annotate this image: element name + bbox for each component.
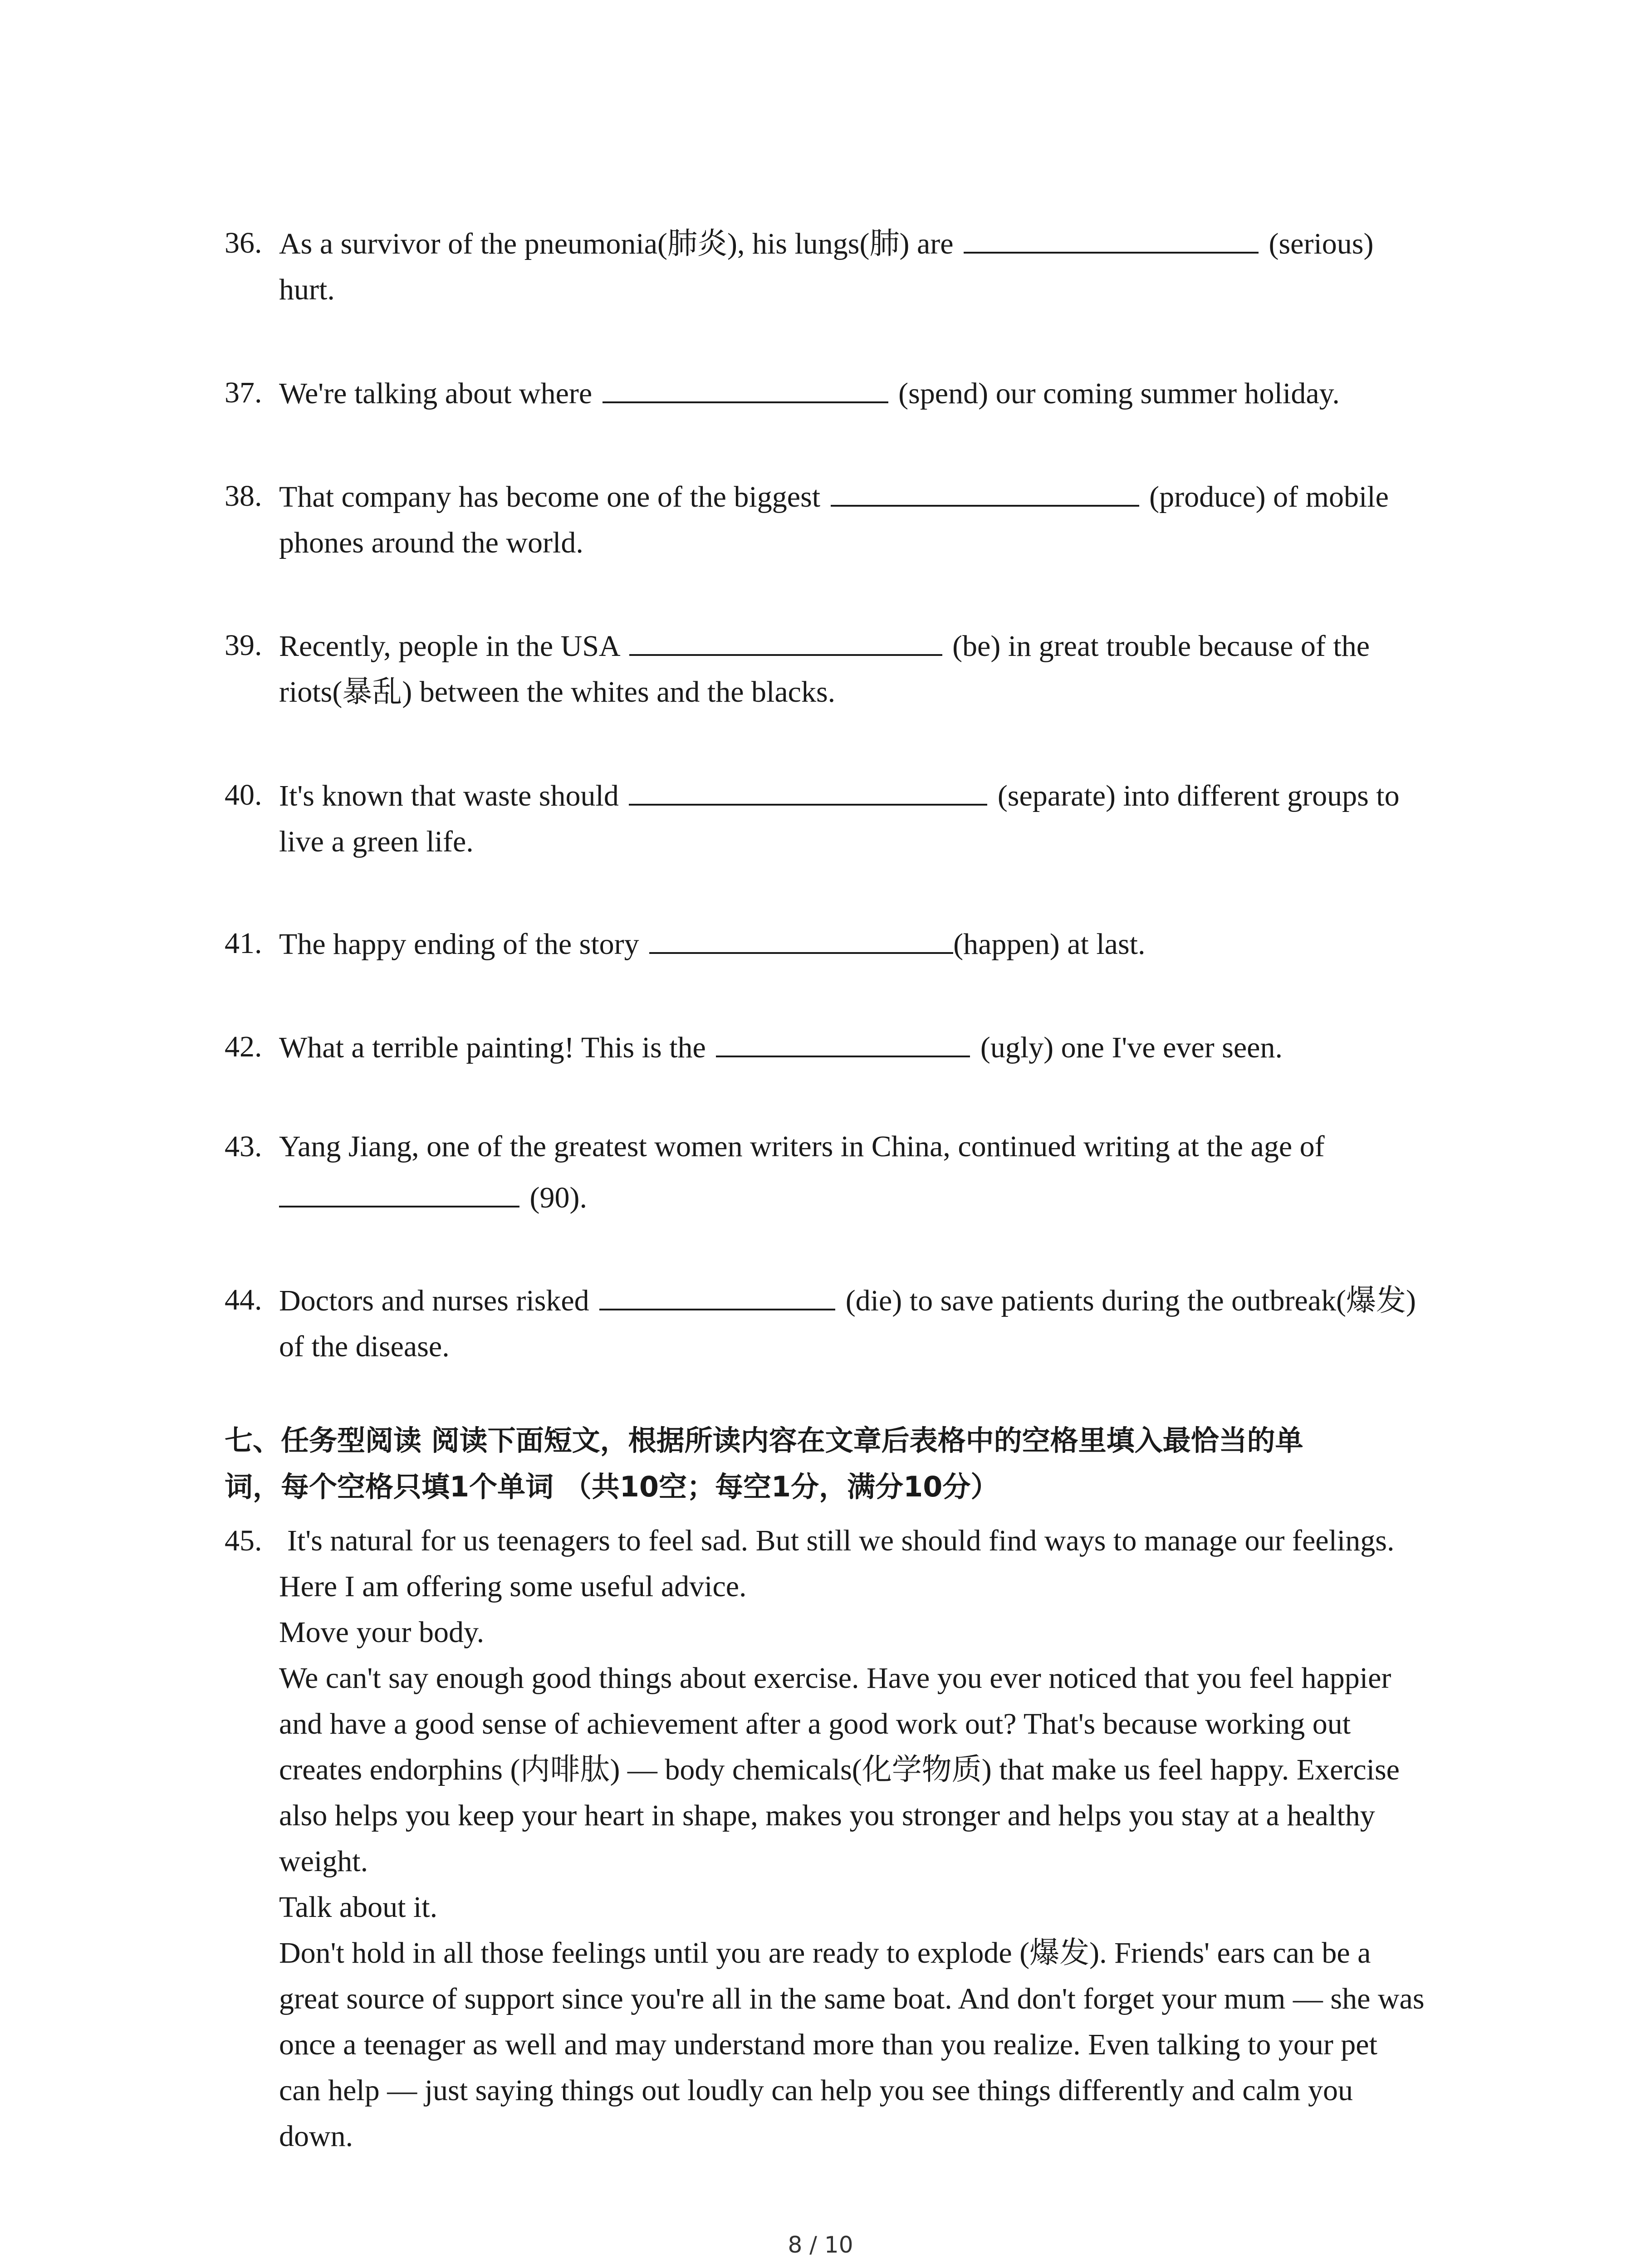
question-number: 37. [225,376,262,409]
question-text: Yang Jiang, one of the greatest women writers in China, continued writing at the age of [279,1130,1325,1163]
question-hint: (separate) into different groups to [997,779,1400,812]
question-number: 39. [225,629,262,662]
passage-subheading: Talk about it. [279,1891,438,1924]
question-text: Recently, people in the USA [279,630,619,663]
answer-blank[interactable] [603,370,888,403]
question-text: We're talking about where [279,377,593,410]
answer-blank[interactable] [831,473,1139,507]
question-text: Doctors and nurses risked [279,1284,589,1317]
passage-line: once a teenager as well and may understand more than you realize. Even talking to your pet [279,2028,1377,2061]
page-number: 8 / 10 [788,2232,853,2258]
answer-blank[interactable] [629,622,942,656]
question-text-continued: live a green life. [279,825,474,858]
passage-line: weight. [279,1845,368,1878]
question-hint: (be) in great trouble because of the [952,630,1370,663]
passage-line: also helps you keep your heart in shape, makes you stronger and helps you stay at a healthy [279,1799,1375,1832]
answer-blank[interactable] [964,220,1259,254]
question-text: As a survivor of the pneumonia(肺炎), his lungs(肺) are [279,227,954,260]
passage-line: Don't hold in all those feelings until you are ready to explode (爆发). Friends' ears can be a [279,1936,1371,1970]
question-number: 38. [225,479,262,513]
question-hint: (produce) of mobile [1149,480,1389,513]
answer-blank[interactable] [599,1277,835,1310]
question-hint: (90). [529,1181,587,1214]
passage-line: great source of support since you're all in the same boat. And don't forget your mum — she was [279,1982,1425,2015]
passage-line: can help — just saying things out loudly can help you see things differently and calm you [279,2074,1353,2107]
question-text: The happy ending of the story [279,928,639,961]
passage-line: Here I am offering some useful advice. [279,1570,747,1603]
question-number: 40. [225,778,262,811]
question-text-continued: hurt. [279,273,335,306]
passage-subheading: Move your body. [279,1616,485,1649]
question-number: 43. [225,1130,262,1163]
passage-line: creates endorphins (内啡肽) — body chemicals(化学物质) that make us feel happy. Exercise [279,1753,1400,1786]
question-hint: (ugly) one I've ever seen. [980,1031,1283,1064]
question-text-continued: of the disease. [279,1330,450,1363]
answer-blank[interactable] [716,1024,970,1057]
question-hint: (serious) [1269,227,1374,260]
question-number: 44. [225,1283,262,1316]
question-hint: (spend) our coming summer holiday. [898,377,1340,410]
question-text: It's known that waste should [279,779,619,812]
section-heading [225,1418,1450,1510]
question-text: That company has become one of the biggest [279,480,821,513]
question-text: What a terrible painting! This is the [279,1031,706,1064]
section-heading-line-2: 词，每个空格只填1个单词 （共10空；每空1分，满分10分） [225,1470,999,1503]
answer-blank[interactable] [279,1174,519,1207]
answer-blank[interactable] [649,920,953,954]
passage-line: We can't say enough good things about exercise. Have you ever noticed that you feel happier [279,1662,1391,1695]
question-text-continued: riots(暴乱) between the whites and the blacks. [279,675,836,709]
passage-line: It's natural for us teenagers to feel sad. But still we should find ways to manage our feelings. [287,1524,1395,1557]
question-text-continued: phones around the world. [279,526,583,559]
question-hint: (die) to save patients during the outbreak(爆发) [845,1284,1416,1317]
question-number: 45. [225,1524,262,1557]
passage-line: and have a good sense of achievement after a good work out? That's because working out [279,1707,1351,1740]
question-hint: (happen) at last. [953,928,1146,961]
question-number: 36. [225,226,262,259]
answer-blank[interactable] [629,772,987,806]
passage-line: down. [279,2120,353,2153]
question-number: 41. [225,927,262,960]
question-number: 42. [225,1030,262,1063]
section-heading-line-1: 七、任务型阅读 阅读下面短文，根据所读内容在文章后表格中的空格里填入最恰当的单 [225,1424,1303,1457]
